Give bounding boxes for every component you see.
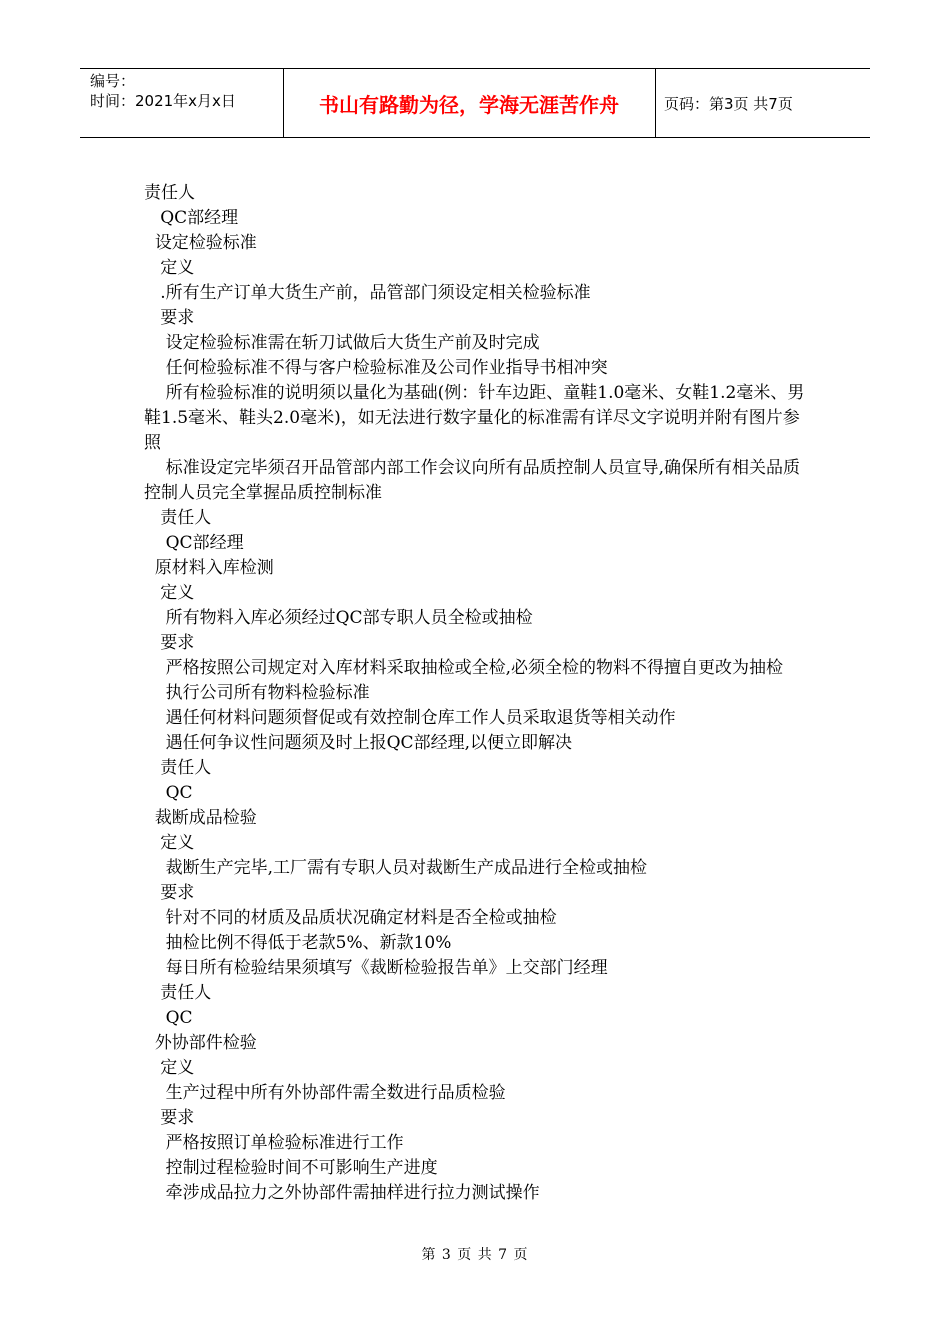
header-meta xyxy=(90,71,236,111)
body-line: 针对不同的材质及品质状况确定材料是否全检或抽检 xyxy=(144,908,557,928)
body-line: 定义 xyxy=(144,1058,195,1078)
header-motto: 书山有路勤为径，学海无涯苦作舟 xyxy=(319,92,619,117)
body-line: 遇任何争议性问题须及时上报QC部经理,以便立即解决 xyxy=(144,733,572,753)
body-line: 每日所有检验结果须填写《裁断检验报告单》上交部门经理 xyxy=(144,958,608,978)
body-line: 定义 xyxy=(144,258,195,278)
body-line: 要求 xyxy=(144,1108,195,1128)
body-line: 牵涉成品拉力之外协部件需抽样进行拉力测试操作 xyxy=(144,1183,540,1203)
body-line: 所有检验标准的说明须以量化为基础(例：针车边距、童鞋1.0毫米、女鞋1.2毫米、男鞋1.5毫米、鞋头2.0毫米)，如无法进行数字量化的标准需有详尽文字说明并附有图片参照 xyxy=(144,383,805,453)
body-line: 责任人 xyxy=(144,508,212,528)
body-line: 执行公司所有物料检验标准 xyxy=(144,683,370,703)
page-header xyxy=(80,68,870,138)
page-footer: 第 3 页 共 7 页 xyxy=(421,1247,529,1263)
body-line: QC xyxy=(144,783,193,803)
document-body xyxy=(144,181,810,1206)
body-line: 责任人 xyxy=(144,183,195,203)
body-line: 原材料入库检测 xyxy=(144,558,274,578)
body-line: 遇任何材料问题须督促或有效控制仓库工作人员采取退货等相关动作 xyxy=(144,708,676,728)
body-line: QC部经理 xyxy=(144,208,239,228)
body-line: 外协部件检验 xyxy=(144,1033,257,1053)
body-line: 要求 xyxy=(144,308,195,328)
body-line: 严格按照订单检验标准进行工作 xyxy=(144,1133,404,1153)
body-line: 标准设定完毕须召开品管部内部工作会议向所有品质控制人员宣导,确保所有相关品质控制人员完全掌握品质控制标准 xyxy=(144,458,801,503)
body-line: 责任人 xyxy=(144,758,212,778)
body-line: QC xyxy=(144,1008,193,1028)
document-number-label: 编号： xyxy=(90,72,136,90)
body-line: 生产过程中所有外协部件需全数进行品质检验 xyxy=(144,1083,506,1103)
body-line: 控制过程检验时间不可影响生产进度 xyxy=(144,1158,438,1178)
body-line: 要求 xyxy=(144,633,195,653)
body-line: 所有物料入库必须经过QC部专职人员全检或抽检 xyxy=(144,608,533,628)
header-divider xyxy=(655,69,656,137)
body-line: 抽检比例不得低于老款5%、新款10% xyxy=(144,933,452,953)
body-line: 责任人 xyxy=(144,983,212,1003)
document-time-label: 时间：2021年x月x日 xyxy=(90,92,236,110)
body-line: 设定检验标准 xyxy=(144,233,257,253)
body-line: 任何检验标准不得与客户检验标准及公司作业指导书相冲突 xyxy=(144,358,608,378)
body-line: .所有生产订单大货生产前，品管部门须设定相关检验标准 xyxy=(144,283,591,303)
header-page-code: 页码：第3页 共7页 xyxy=(664,94,793,113)
body-line: 要求 xyxy=(144,883,195,903)
body-line: 裁断成品检验 xyxy=(144,808,257,828)
body-line: 定义 xyxy=(144,583,195,603)
body-line: 设定检验标准需在斩刀试做后大货生产前及时完成 xyxy=(144,333,540,353)
body-line: 裁断生产完毕,工厂需有专职人员对裁断生产成品进行全检或抽检 xyxy=(144,858,648,878)
body-line: 定义 xyxy=(144,833,195,853)
body-line: QC部经理 xyxy=(144,533,244,553)
body-line: 严格按照公司规定对入库材料采取抽检或全检,必须全检的物料不得擅自更改为抽检 xyxy=(144,658,784,678)
